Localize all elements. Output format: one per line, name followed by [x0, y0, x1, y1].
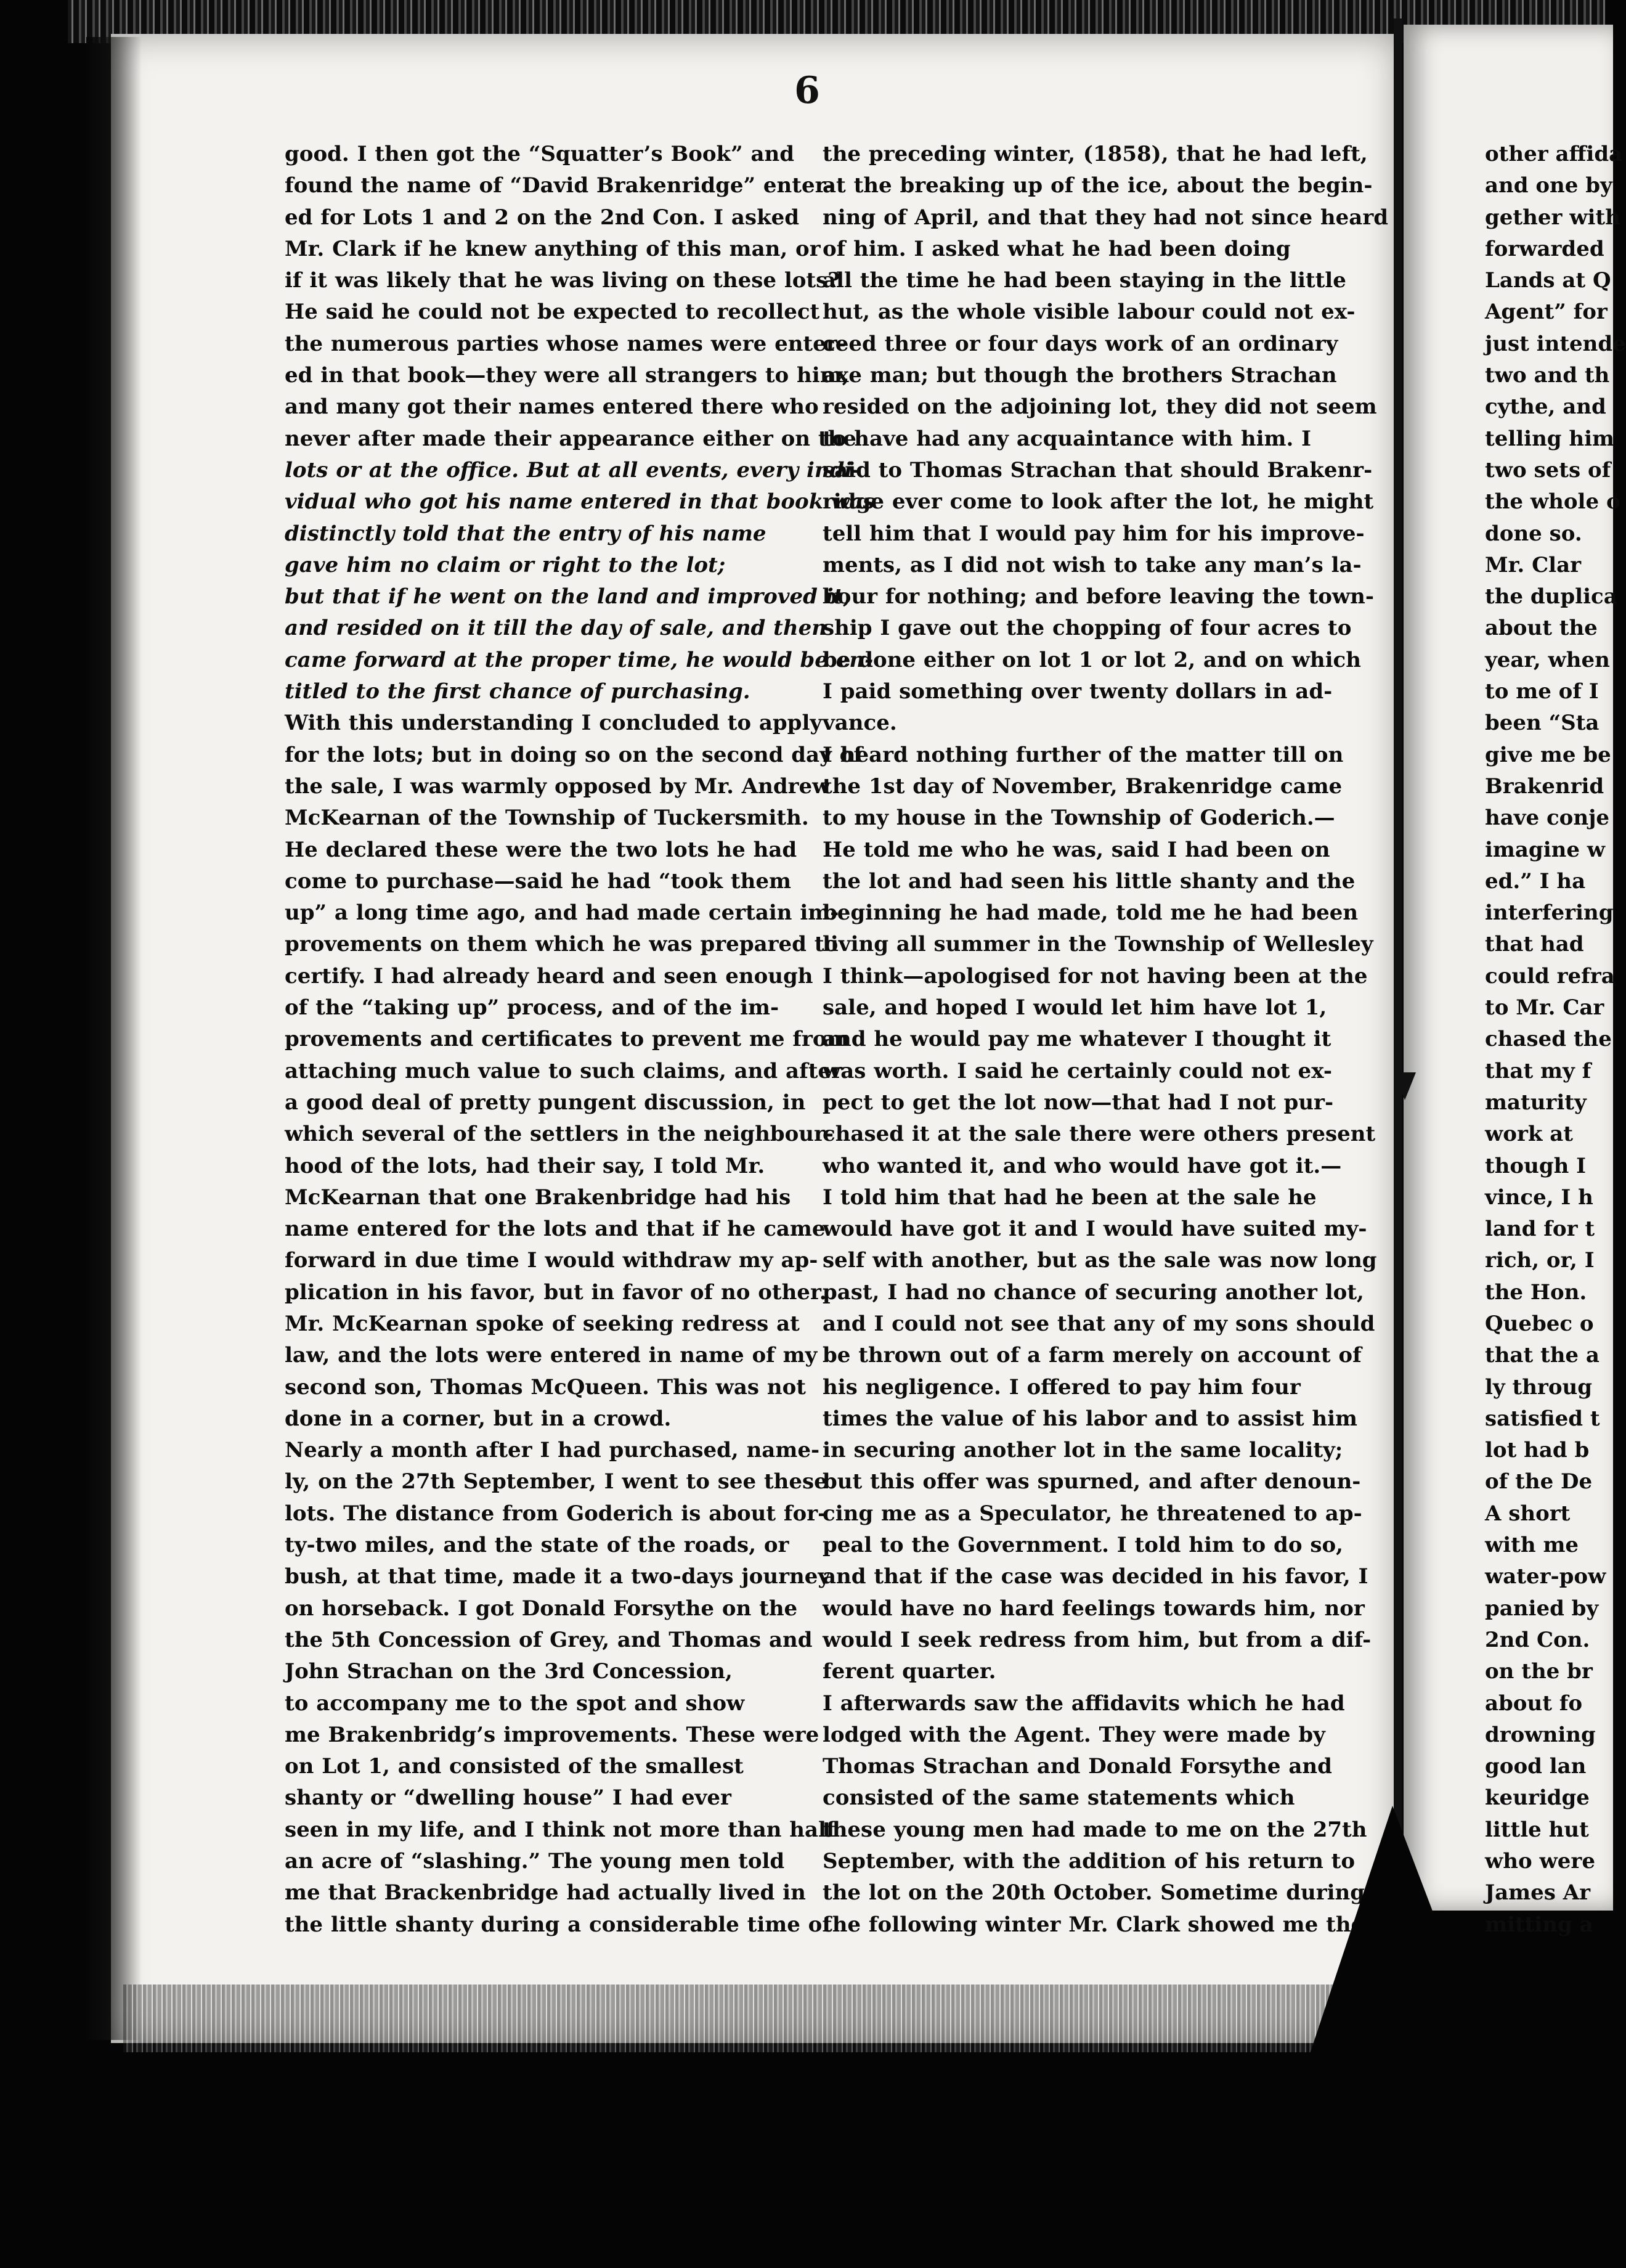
text-line: to accompany me to the spot and show: [285, 1691, 745, 1716]
text-line: chased the: [1485, 1027, 1612, 1052]
text-line: axe man; but though the brothers Strachan: [823, 363, 1337, 388]
text-line: work at: [1485, 1122, 1573, 1147]
text-line: Quebec o: [1485, 1311, 1594, 1336]
text-line: on horseback. I got Donald Forsythe on the: [285, 1596, 798, 1621]
text-line: the preceding winter, (1858), that he had left,: [823, 142, 1368, 166]
text-line: titled to the first chance of purchasing.: [285, 679, 750, 704]
text-line: be done either on lot 1 or lot 2, and on which: [823, 647, 1361, 672]
text-line: said to Thomas Strachan that should Brakenr-: [823, 457, 1373, 483]
text-line: and resided on it till the day of sale, and then: [285, 616, 827, 641]
text-line: and one by: [1485, 173, 1612, 198]
text-line: but that if he went on the land and improved it,: [285, 584, 851, 610]
text-line: imagine w: [1485, 837, 1606, 862]
text-line: done so.: [1485, 521, 1582, 546]
text-line: good lan: [1485, 1754, 1587, 1779]
text-line: lots or at the office. But at all events, every indi-: [285, 457, 861, 483]
text-line: and that if the case was decided in his favor, I: [823, 1564, 1368, 1589]
text-line: the Hon.: [1485, 1279, 1587, 1305]
text-line: rich, or, I: [1485, 1248, 1595, 1273]
text-line: the duplica: [1485, 584, 1617, 610]
text-line: if it was likely that he was living on these lots?: [285, 268, 840, 293]
text-line: ly throug: [1485, 1374, 1593, 1400]
text-line: land for t: [1485, 1217, 1595, 1242]
text-line: of the “taking up” process, and of the im-: [285, 995, 779, 1021]
text-line: to have had any acquaintance with him. I: [823, 426, 1312, 451]
text-line: keuridge: [1485, 1785, 1590, 1811]
text-line: the whole o: [1485, 489, 1620, 515]
text-line: other affida: [1485, 142, 1623, 166]
text-line: gave him no claim or right to the lot;: [285, 552, 726, 577]
text-line: forwarded: [1485, 236, 1604, 261]
text-line: Agent” for: [1485, 300, 1608, 325]
text-line: I paid something over twenty dollars in ad-: [823, 679, 1333, 704]
text-line: all the time he had been staying in the little: [823, 268, 1346, 293]
text-line: chased it at the sale there were others present: [823, 1122, 1376, 1147]
text-line: lot had b: [1485, 1438, 1590, 1463]
text-line: up” a long time ago, and had made certain im-: [285, 900, 839, 926]
text-line: peal to the Government. I told him to do so,: [823, 1533, 1344, 1558]
text-line: the little shanty during a considerable time of: [285, 1912, 831, 1937]
text-line: sale, and hoped I would let him have lot 1,: [823, 995, 1327, 1021]
text-line: September, with the addition of his return to: [823, 1849, 1356, 1874]
text-line: 2nd Con.: [1485, 1627, 1590, 1652]
text-line: self with another, but as the sale was now long: [823, 1248, 1377, 1273]
text-line: an acre of “slashing.” The young men told: [285, 1849, 785, 1874]
text-line: the lot on the 20th October. Sometime during: [823, 1880, 1365, 1906]
text-line: Mr. Clark if he knew anything of this man, or: [285, 236, 821, 261]
text-line: would have no hard feelings towards him, nor: [823, 1596, 1365, 1621]
text-line: bush, at that time, made it a two-days journey: [285, 1564, 831, 1589]
text-line: two and th: [1485, 363, 1610, 388]
text-line: would have got it and I would have suited my-: [823, 1217, 1367, 1242]
text-line: ceed three or four days work of an ordinary: [823, 331, 1338, 356]
text-line: drowning: [1485, 1722, 1596, 1747]
text-column-right-cropped: [1485, 139, 1626, 1941]
text-line: satisfied t: [1485, 1406, 1600, 1431]
text-line: ed.” I ha: [1485, 868, 1586, 894]
text-line: at the breaking up of the ice, about the begin-: [823, 173, 1373, 198]
text-line: vance.: [823, 711, 897, 736]
text-line: telling him: [1485, 426, 1615, 451]
text-line: panied by: [1485, 1596, 1599, 1621]
text-line: bour for nothing; and before leaving the town-: [823, 584, 1375, 610]
text-line: living all summer in the Township of Wellesley: [823, 932, 1373, 957]
text-line: He declared these were the two lots he had: [285, 837, 797, 862]
text-line: his negligence. I offered to pay him four: [823, 1374, 1301, 1400]
torn-corner: [1306, 1806, 1491, 2065]
text-line: ed for Lots 1 and 2 on the 2nd Con. I asked: [285, 205, 800, 230]
text-line: be thrown out of a farm merely on account of: [823, 1343, 1362, 1368]
text-line: and he would pay me whatever I thought it: [823, 1027, 1331, 1052]
text-line: the numerous parties whose names were enter-: [285, 331, 846, 356]
gutter-notch: [1394, 1072, 1416, 1100]
text-line: that the a: [1485, 1343, 1600, 1368]
text-line: a good deal of pretty pungent discussion, in: [285, 1090, 806, 1115]
text-line: come to purchase—said he had “took them: [285, 868, 791, 894]
text-line: consisted of the same statements which: [823, 1785, 1295, 1811]
text-line: in securing another lot in the same locality;: [823, 1438, 1343, 1463]
text-line: done in a corner, but in a crowd.: [285, 1406, 672, 1431]
text-line: shanty or “dwelling house” I had ever: [285, 1785, 731, 1811]
text-line: lots. The distance from Goderich is about for-: [285, 1501, 827, 1526]
text-line: give me be: [1485, 742, 1611, 767]
page-gutter: [1394, 18, 1402, 1923]
text-line: ly, on the 27th September, I went to see these: [285, 1469, 827, 1495]
text-line: name entered for the lots and that if he came: [285, 1217, 826, 1242]
text-line: these young men had made to me on the 27th: [823, 1817, 1367, 1842]
text-line: I heard nothing further of the matter till on: [823, 742, 1344, 767]
text-line: two sets of: [1485, 457, 1611, 483]
text-line: attaching much value to such claims, and after: [285, 1058, 842, 1083]
text-line: about the: [1485, 616, 1598, 641]
text-line: beginning he had made, told me he had been: [823, 900, 1359, 926]
binding-shadow: [86, 37, 142, 2040]
text-line: though I: [1485, 1153, 1587, 1178]
text-line: Mr. Clar: [1485, 552, 1582, 577]
text-line: hood of the lots, had their say, I told Mr.: [285, 1153, 765, 1178]
text-line: pect to get the lot now—that had I not pur-: [823, 1090, 1334, 1115]
text-line: was worth. I said he certainly could not ex-: [823, 1058, 1332, 1083]
text-line: that my f: [1485, 1058, 1591, 1083]
text-line: about fo: [1485, 1691, 1583, 1716]
text-column-middle: [823, 139, 1389, 1941]
text-line: ferent quarter.: [823, 1659, 996, 1684]
text-line: and I could not see that any of my sons should: [823, 1311, 1375, 1336]
text-line: never after made their appearance either on the: [285, 426, 856, 451]
text-line: I afterwards saw the affidavits which he had: [823, 1691, 1345, 1716]
text-line: seen in my life, and I think not more than half: [285, 1817, 835, 1842]
text-line: me that Brackenbridge had actually lived in: [285, 1880, 806, 1906]
text-line: I think—apologised for not having been at the: [823, 963, 1368, 989]
text-line: Lands at Q: [1485, 268, 1611, 293]
text-line: ed in that book—they were all strangers to him,: [285, 363, 850, 388]
text-line: have conje: [1485, 806, 1610, 831]
text-line: water-pow: [1485, 1564, 1606, 1589]
text-line: which several of the settlers in the neighbour-: [285, 1122, 834, 1147]
text-line: the lot and had seen his little shanty and the: [823, 868, 1356, 894]
text-line: ments, as I did not wish to take any man’s la-: [823, 552, 1362, 577]
text-line: came forward at the proper time, he would be en-: [285, 647, 874, 672]
text-line: lodged with the Agent. They were made by: [823, 1722, 1325, 1747]
text-line: tell him that I would pay him for his improve-: [823, 521, 1365, 546]
text-line: and many got their names entered there who: [285, 394, 819, 420]
text-line: vince, I h: [1485, 1185, 1593, 1210]
text-line: He told me who he was, said I had been on: [823, 837, 1330, 862]
text-line: of him. I asked what he had been doing: [823, 236, 1291, 261]
text-line: just intende: [1485, 331, 1626, 356]
text-line: certify. I had already heard and seen enough: [285, 963, 813, 989]
text-line: ridge ever come to look after the lot, he might: [823, 489, 1374, 515]
text-line: I told him that had he been at the sale he: [823, 1185, 1317, 1210]
text-line: to my house in the Township of Goderich.—: [823, 806, 1335, 831]
text-line: vidual who got his name entered in that book was: [285, 489, 875, 515]
text-line: times the value of his labor and to assist him: [823, 1406, 1357, 1431]
text-line: me Brakenbridg’s improvements. These were: [285, 1722, 819, 1747]
text-line: on Lot 1, and consisted of the smallest: [285, 1754, 744, 1779]
text-line: could refra: [1485, 963, 1615, 989]
text-line: the sale, I was warmly opposed by Mr. Andrew: [285, 773, 831, 799]
text-line: cing me as a Speculator, he threatened to ap-: [823, 1501, 1362, 1526]
text-line: Brakenrid: [1485, 773, 1604, 799]
text-line: mitting a: [1485, 1912, 1593, 1937]
text-line: James Ar: [1485, 1880, 1590, 1906]
text-line: Nearly a month after I had purchased, name-: [285, 1438, 820, 1463]
text-line: McKearnan that one Brakenbridge had his: [285, 1185, 791, 1210]
text-line: to me of I: [1485, 679, 1599, 704]
text-line: ning of April, and that they had not since heard: [823, 205, 1389, 230]
text-line: hut, as the whole visible labour could not ex-: [823, 300, 1356, 325]
text-line: the 1st day of November, Brakenridge came: [823, 773, 1343, 799]
text-line: ship I gave out the chopping of four acres to: [823, 616, 1352, 641]
text-line: the following winter Mr. Clark showed me the: [823, 1912, 1365, 1937]
text-line: cythe, and: [1485, 394, 1606, 420]
text-line: who were: [1485, 1849, 1595, 1874]
text-line: second son, Thomas McQueen. This was not: [285, 1374, 807, 1400]
text-line: He said he could not be expected to recollect: [285, 300, 820, 325]
text-line: would I seek redress from him, but from a dif-: [823, 1627, 1372, 1652]
text-line: with me: [1485, 1533, 1579, 1558]
text-line: that had: [1485, 932, 1584, 957]
text-line: on the br: [1485, 1659, 1593, 1684]
text-line: for the lots; but in doing so on the second day of: [285, 742, 863, 767]
text-line: McKearnan of the Township of Tuckersmith.: [285, 806, 809, 831]
text-line: been “Sta: [1485, 711, 1600, 736]
text-line: but this offer was spurned, and after denoun-: [823, 1469, 1361, 1495]
text-line: forward in due time I would withdraw my ap-: [285, 1248, 818, 1273]
scan-edge-bottom: [123, 1985, 1386, 2052]
text-line: resided on the adjoining lot, they did not seem: [823, 394, 1377, 420]
text-line: John Strachan on the 3rd Concession,: [285, 1659, 733, 1684]
text-line: With this understanding I concluded to apply: [285, 711, 823, 736]
text-line: maturity: [1485, 1090, 1587, 1115]
text-line: to Mr. Car: [1485, 995, 1604, 1021]
text-line: A short: [1485, 1501, 1571, 1526]
text-line: Thomas Strachan and Donald Forsythe and: [823, 1754, 1332, 1779]
text-line: ty-two miles, and the state of the roads, or: [285, 1533, 789, 1558]
text-line: distinctly told that the entry of his name: [285, 521, 766, 546]
text-line: past, I had no chance of securing another lot,: [823, 1279, 1364, 1305]
text-line: provements and certificates to prevent me from: [285, 1027, 849, 1052]
text-line: good. I then got the “Squatter’s Book” and: [285, 142, 795, 166]
text-line: of the De: [1485, 1469, 1593, 1495]
text-line: Mr. McKearnan spoke of seeking redress at: [285, 1311, 800, 1336]
text-line: law, and the lots were entered in name of my: [285, 1343, 818, 1368]
text-line: interfering: [1485, 900, 1614, 926]
text-line: year, when: [1485, 647, 1610, 672]
text-line: plication in his favor, but in favor of no other.: [285, 1279, 827, 1305]
text-line: found the name of “David Brakenridge” enter-: [285, 173, 835, 198]
page-number: 6: [794, 69, 820, 112]
text-line: the 5th Concession of Grey, and Thomas and: [285, 1627, 813, 1652]
text-line: little hut: [1485, 1817, 1589, 1842]
text-line: gether with: [1485, 205, 1620, 230]
text-line: who wanted it, and who would have got it.—: [823, 1153, 1342, 1178]
text-line: provements on them which he was prepared to: [285, 932, 839, 957]
